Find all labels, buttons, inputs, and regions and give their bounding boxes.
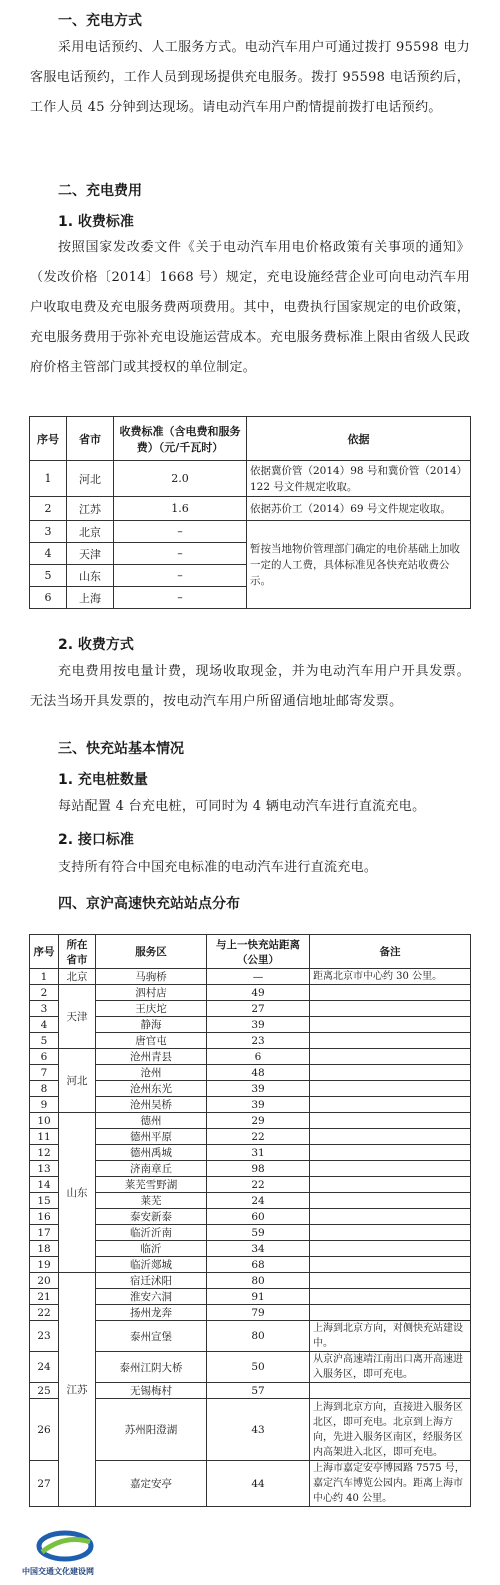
station-row bbox=[30, 1241, 471, 1257]
station-row bbox=[30, 1257, 471, 1273]
station-cell-no: 25 bbox=[30, 1383, 59, 1399]
station-cell-note bbox=[310, 1097, 471, 1113]
fee-cell-province: 河北 bbox=[67, 461, 114, 497]
station-cell-province: 山东 bbox=[59, 1113, 96, 1273]
station-cell-note bbox=[310, 1145, 471, 1161]
section-1-text: 采用电话预约、人工服务方式。电动汽车用户可通过拨打 95598 电力客服电话预约，工作人员到现场提供充电服务。拨打 95598 电话预约后，工作人员 45 分钟到达现场。请电动汽车用户酌情提前拨打电话预约。 bbox=[30, 40, 470, 115]
station-cell-distance: 91 bbox=[207, 1289, 310, 1305]
station-cell-note bbox=[310, 1161, 471, 1177]
station-cell-area: 临沂沂南 bbox=[96, 1225, 207, 1241]
section-2-2-text: 充电费用按电量计费，现场收取现金，并为电动汽车用户开具发票。无法当场开具发票的，按电动汽车用户所留通信地址邮寄发票。 bbox=[30, 664, 470, 709]
station-cell-no: 15 bbox=[30, 1193, 59, 1209]
station-cell-province: 江苏 bbox=[59, 1273, 96, 1507]
station-cell-no: 23 bbox=[30, 1321, 59, 1352]
fee-cell-province: 江苏 bbox=[67, 497, 114, 521]
station-cell-no: 5 bbox=[30, 1033, 59, 1049]
station-cell-area: 泰州江阴大桥 bbox=[96, 1352, 207, 1383]
station-cell-area: 泰安新泰 bbox=[96, 1209, 207, 1225]
station-cell-area: 德州平原 bbox=[96, 1129, 207, 1145]
station-row bbox=[30, 1145, 471, 1161]
station-row bbox=[30, 1209, 471, 1225]
station-cell-area: 泗村店 bbox=[96, 985, 207, 1001]
station-cell-note bbox=[310, 1049, 471, 1065]
station-cell-distance: 39 bbox=[207, 1081, 310, 1097]
station-row bbox=[30, 985, 471, 1001]
fee-cell-province: 天津 bbox=[67, 543, 114, 565]
fee-header-no: 序号 bbox=[30, 417, 67, 461]
fee-cell-fee: – bbox=[114, 587, 247, 609]
station-cell-distance: 39 bbox=[207, 1017, 310, 1033]
fee-table bbox=[29, 416, 471, 609]
station-cell-distance: 68 bbox=[207, 1257, 310, 1273]
station-cell-area: 莱芜 bbox=[96, 1193, 207, 1209]
station-cell-no: 24 bbox=[30, 1352, 59, 1383]
station-cell-note bbox=[310, 1241, 471, 1257]
station-row bbox=[30, 1081, 471, 1097]
station-cell-area: 临沂郯城 bbox=[96, 1257, 207, 1273]
station-cell-no: 19 bbox=[30, 1257, 59, 1273]
station-cell-no: 27 bbox=[30, 1461, 59, 1507]
station-cell-distance: 44 bbox=[207, 1461, 310, 1507]
station-cell-area: 静海 bbox=[96, 1017, 207, 1033]
fee-cell-fee: – bbox=[114, 521, 247, 543]
station-cell-area: 唐官屯 bbox=[96, 1033, 207, 1049]
station-cell-area: 淮安六洞 bbox=[96, 1289, 207, 1305]
station-row bbox=[30, 1033, 471, 1049]
station-row bbox=[30, 1225, 471, 1241]
station-cell-note bbox=[310, 1065, 471, 1081]
fee-cell-no: 6 bbox=[30, 587, 67, 609]
station-row bbox=[30, 1321, 471, 1352]
station-cell-province: 天津 bbox=[59, 985, 96, 1049]
station-cell-no: 17 bbox=[30, 1225, 59, 1241]
station-cell-distance: 80 bbox=[207, 1321, 310, 1352]
fee-cell-fee: – bbox=[114, 565, 247, 587]
fee-cell-no: 2 bbox=[30, 497, 67, 521]
station-cell-no: 22 bbox=[30, 1305, 59, 1321]
station-cell-area: 沧州东光 bbox=[96, 1081, 207, 1097]
station-cell-note bbox=[310, 1033, 471, 1049]
station-cell-distance: 59 bbox=[207, 1225, 310, 1241]
station-cell-area: 嘉定安亭 bbox=[96, 1461, 207, 1507]
station-cell-distance: 34 bbox=[207, 1241, 310, 1257]
station-cell-note bbox=[310, 1081, 471, 1097]
station-cell-no: 4 bbox=[30, 1017, 59, 1033]
station-row bbox=[30, 1049, 471, 1065]
station-cell-note: 上海到北京方向，直接进入服务区北区，即可充电。北京到上海方向，先进入服务区南区，经服务区内高架进入北区，即可充电。 bbox=[310, 1399, 471, 1461]
fee-cell-fee: – bbox=[114, 543, 247, 565]
station-cell-distance: 48 bbox=[207, 1065, 310, 1081]
station-table bbox=[29, 934, 471, 1507]
station-row bbox=[30, 1352, 471, 1383]
station-cell-no: 18 bbox=[30, 1241, 59, 1257]
fee-row bbox=[30, 497, 471, 521]
station-cell-no: 11 bbox=[30, 1129, 59, 1145]
station-cell-area: 苏州阳澄湖 bbox=[96, 1399, 207, 1461]
station-cell-no: 12 bbox=[30, 1145, 59, 1161]
station-cell-note bbox=[310, 1113, 471, 1129]
station-cell-distance: 50 bbox=[207, 1352, 310, 1383]
station-cell-note bbox=[310, 1001, 471, 1017]
fee-cell-no: 4 bbox=[30, 543, 67, 565]
station-cell-distance: 43 bbox=[207, 1399, 310, 1461]
station-cell-no: 13 bbox=[30, 1161, 59, 1177]
section-2-1-title: 1. 收费标准 bbox=[58, 214, 134, 230]
station-cell-no: 3 bbox=[30, 1001, 59, 1017]
fee-cell-fee: 2.0 bbox=[114, 461, 247, 497]
station-cell-note bbox=[310, 1129, 471, 1145]
fee-cell-merged-basis: 暂按当地物价管理部门确定的电价基础上加收一定的人工费，具体标准见各快充站收费公示。 bbox=[247, 521, 471, 609]
fee-cell-no: 3 bbox=[30, 521, 67, 543]
section-4-title: 四、京沪高速快充站站点分布 bbox=[58, 896, 240, 912]
fee-cell-province: 山东 bbox=[67, 565, 114, 587]
station-cell-distance: — bbox=[207, 969, 310, 985]
station-cell-note bbox=[310, 1209, 471, 1225]
station-cell-no: 26 bbox=[30, 1399, 59, 1461]
station-cell-note: 上海市嘉定安亭博园路 7575 号，嘉定汽车博览公园内。距离上海市中心约 40 公里。 bbox=[310, 1461, 471, 1507]
station-cell-no: 14 bbox=[30, 1177, 59, 1193]
station-row bbox=[30, 1289, 471, 1305]
fee-cell-basis: 依据冀价管（2014）98 号和冀价管（2014）122 号文件规定收取。 bbox=[247, 461, 471, 497]
station-cell-note bbox=[310, 1225, 471, 1241]
station-cell-distance: 27 bbox=[207, 1001, 310, 1017]
station-cell-no: 6 bbox=[30, 1049, 59, 1065]
station-row bbox=[30, 1177, 471, 1193]
section-3-2-text: 支持所有符合中国充电标准的电动汽车进行直流充电。 bbox=[58, 860, 378, 875]
station-cell-note bbox=[310, 1289, 471, 1305]
fee-header-basis: 依据 bbox=[247, 417, 471, 461]
station-cell-distance: 23 bbox=[207, 1033, 310, 1049]
station-cell-distance: 57 bbox=[207, 1383, 310, 1399]
fee-header-fee: 收费标准（含电费和服务费）（元/千瓦时） bbox=[114, 417, 247, 461]
station-cell-area: 沧州 bbox=[96, 1065, 207, 1081]
station-cell-note: 上海到北京方向，对侧快充站建设中。 bbox=[310, 1321, 471, 1352]
section-3-title: 三、快充站基本情况 bbox=[58, 741, 184, 757]
station-cell-note bbox=[310, 1177, 471, 1193]
section-3-1-text: 每站配置 4 台充电桩，可同时为 4 辆电动汽车进行直流充电。 bbox=[58, 799, 426, 814]
station-cell-note bbox=[310, 1383, 471, 1399]
station-header-note: 备注 bbox=[310, 935, 471, 969]
section-1-title: 一、充电方式 bbox=[58, 13, 142, 29]
fee-cell-no: 1 bbox=[30, 461, 67, 497]
station-cell-no: 1 bbox=[30, 969, 59, 985]
logo-text: 中国交通文化建设网 bbox=[22, 1567, 94, 1576]
station-cell-note bbox=[310, 1017, 471, 1033]
station-row bbox=[30, 1017, 471, 1033]
station-cell-province: 河北 bbox=[59, 1049, 96, 1113]
section-3-1-title: 1. 充电桩数量 bbox=[58, 772, 148, 788]
station-header-area: 服务区 bbox=[96, 935, 207, 969]
station-cell-distance: 79 bbox=[207, 1305, 310, 1321]
station-cell-no: 21 bbox=[30, 1289, 59, 1305]
station-row bbox=[30, 1305, 471, 1321]
station-row bbox=[30, 1193, 471, 1209]
station-cell-area: 宿迁沭阳 bbox=[96, 1273, 207, 1289]
station-cell-area: 王庆坨 bbox=[96, 1001, 207, 1017]
station-cell-distance: 39 bbox=[207, 1097, 310, 1113]
station-cell-area: 莱芜雪野湖 bbox=[96, 1177, 207, 1193]
station-cell-no: 8 bbox=[30, 1081, 59, 1097]
station-cell-area: 沧州青县 bbox=[96, 1049, 207, 1065]
station-cell-no: 9 bbox=[30, 1097, 59, 1113]
station-table-header bbox=[30, 935, 471, 969]
section-3-2-title: 2. 接口标准 bbox=[58, 832, 134, 848]
section-2-1-text: 按照国家发改委文件《关于电动汽车用电价格政策有关事项的通知》（发改价格〔2014〕1668 号）规定，充电设施经营企业可向电动汽车用户收取电费及充电服务费两项费用。其中，电费执行国家规定的电价政策，充电服务费用于弥补充电设施运营成本。充电服务费标准上限由省级人民政府价格主管部门或其授权的单位制定。 bbox=[30, 240, 470, 375]
station-cell-distance: 22 bbox=[207, 1177, 310, 1193]
station-cell-distance: 29 bbox=[207, 1113, 310, 1129]
station-row bbox=[30, 1383, 471, 1399]
station-cell-area: 马驹桥 bbox=[96, 969, 207, 985]
station-table-body bbox=[30, 969, 471, 1507]
section-2-title: 二、充电费用 bbox=[58, 183, 142, 199]
station-row bbox=[30, 1001, 471, 1017]
station-cell-no: 2 bbox=[30, 985, 59, 1001]
fee-table-header bbox=[30, 417, 471, 461]
station-header-province: 所在省市 bbox=[59, 935, 96, 969]
station-cell-distance: 6 bbox=[207, 1049, 310, 1065]
station-cell-area: 扬州龙奔 bbox=[96, 1305, 207, 1321]
station-cell-no: 10 bbox=[30, 1113, 59, 1129]
station-row bbox=[30, 1399, 471, 1461]
station-cell-area: 济南章丘 bbox=[96, 1161, 207, 1177]
station-row bbox=[30, 1113, 471, 1129]
fee-cell-basis: 依据苏价工（2014）69 号文件规定收取。 bbox=[247, 497, 471, 521]
section-2-2-title: 2. 收费方式 bbox=[58, 637, 134, 653]
station-cell-distance: 60 bbox=[207, 1209, 310, 1225]
station-cell-distance: 24 bbox=[207, 1193, 310, 1209]
fee-cell-province: 上海 bbox=[67, 587, 114, 609]
station-row bbox=[30, 969, 471, 985]
station-cell-note: 距离北京市中心约 30 公里。 bbox=[310, 969, 471, 985]
station-cell-no: 7 bbox=[30, 1065, 59, 1081]
station-cell-area: 德州禹城 bbox=[96, 1145, 207, 1161]
station-cell-distance: 22 bbox=[207, 1129, 310, 1145]
station-cell-note bbox=[310, 1257, 471, 1273]
station-cell-note: 从京沪高速靖江南出口离开高速进入服务区，即可充电。 bbox=[310, 1352, 471, 1383]
station-row bbox=[30, 1129, 471, 1145]
station-header-distance: 与上一快充站距离（公里） bbox=[207, 935, 310, 969]
station-cell-note bbox=[310, 1193, 471, 1209]
station-cell-area: 临沂 bbox=[96, 1241, 207, 1257]
station-cell-note bbox=[310, 985, 471, 1001]
fee-header-province: 省市 bbox=[67, 417, 114, 461]
station-cell-distance: 49 bbox=[207, 985, 310, 1001]
station-cell-no: 20 bbox=[30, 1273, 59, 1289]
logo-icon bbox=[34, 1528, 96, 1564]
station-cell-distance: 98 bbox=[207, 1161, 310, 1177]
fee-row bbox=[30, 521, 471, 543]
station-cell-area: 泰州宣堡 bbox=[96, 1321, 207, 1352]
fee-cell-fee: 1.6 bbox=[114, 497, 247, 521]
station-cell-note bbox=[310, 1305, 471, 1321]
station-row bbox=[30, 1065, 471, 1081]
station-cell-province: 北京 bbox=[59, 969, 96, 985]
fee-cell-province: 北京 bbox=[67, 521, 114, 543]
station-cell-area: 无锡梅村 bbox=[96, 1383, 207, 1399]
station-row bbox=[30, 1461, 471, 1507]
station-cell-no: 16 bbox=[30, 1209, 59, 1225]
station-header-no: 序号 bbox=[30, 935, 59, 969]
station-cell-distance: 80 bbox=[207, 1273, 310, 1289]
station-cell-note bbox=[310, 1273, 471, 1289]
station-row bbox=[30, 1161, 471, 1177]
station-cell-area: 德州 bbox=[96, 1113, 207, 1129]
fee-cell-no: 5 bbox=[30, 565, 67, 587]
station-row bbox=[30, 1097, 471, 1113]
station-cell-area: 沧州吴桥 bbox=[96, 1097, 207, 1113]
station-row bbox=[30, 1273, 471, 1289]
fee-row bbox=[30, 461, 471, 497]
station-cell-distance: 31 bbox=[207, 1145, 310, 1161]
